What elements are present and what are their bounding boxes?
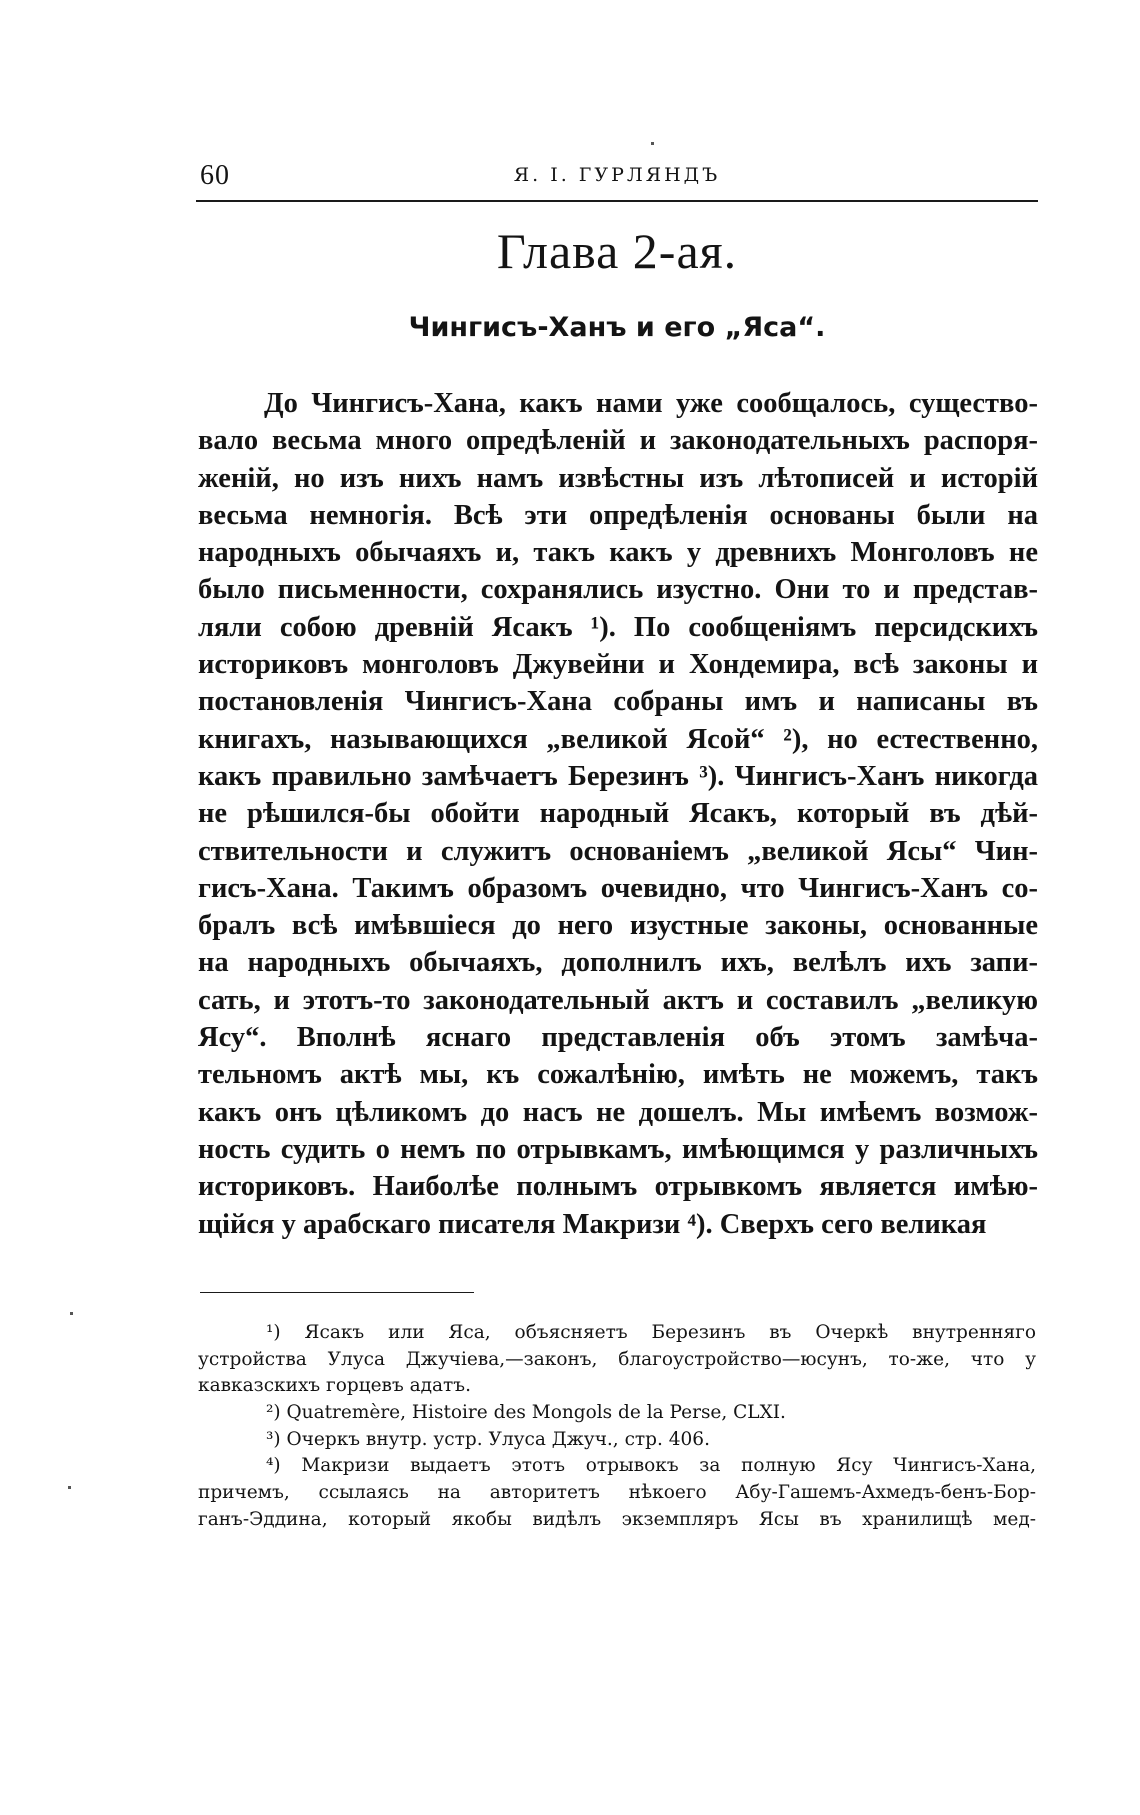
body-line: весьма немногія. Всѣ эти опредѣленія основаны были на bbox=[198, 499, 1038, 531]
running-title-author: Я. I. ГУРЛЯНДЪ bbox=[513, 164, 721, 186]
body-line: ствительности и служитъ основаніемъ „великой Ясы“ Чин- bbox=[198, 835, 1038, 867]
body-line: книгахъ, называющихся „великой Ясой“ ²), но естественно, bbox=[198, 723, 1038, 755]
body-line: какъ онъ цѣликомъ до насъ не дошелъ. Мы имѣемъ возмож- bbox=[198, 1096, 1038, 1128]
body-paragraph bbox=[198, 385, 1038, 1243]
body-line: вало весьма много опредѣленій и законодательныхъ распоря- bbox=[198, 425, 1038, 457]
body-line: ность судить о немъ по отрывкамъ, имѣющимся у различныхъ bbox=[198, 1133, 1038, 1165]
chapter-title: Глава 2-ая. bbox=[496, 223, 738, 279]
body-line: До Чингисъ-Хана, какъ нами уже сообщалось, существо- bbox=[264, 388, 1038, 419]
body-line: женій, но изъ нихъ намъ извѣстны изъ лѣтописей и исторій bbox=[198, 462, 1038, 494]
scan-speck bbox=[651, 142, 654, 145]
body-line: народныхъ обычаяхъ и, такъ какъ у древнихъ Монголовъ не bbox=[198, 537, 1038, 569]
footnote-3: ³) Очеркъ внутр. устр. Улуса Джуч., стр. 406. bbox=[266, 1428, 710, 1450]
chapter-subtitle: Чингисъ-Ханъ и его „Яса“. bbox=[408, 312, 826, 343]
body-line: Ясу“. Вполнѣ яснаго представленія объ этомъ замѣча- bbox=[198, 1022, 1038, 1054]
body-line: не рѣшился-бы обойти народный Ясакъ, который въ дѣй- bbox=[198, 798, 1038, 830]
scan-speck bbox=[68, 1486, 71, 1489]
page-number: 60 bbox=[200, 160, 230, 191]
body-line: тельномъ актѣ мы, къ сожалѣнію, имѣть не можемъ, такъ bbox=[198, 1059, 1038, 1091]
body-line: щійся у арабскаго писателя Макризи ⁴). Сверхъ сего великая bbox=[198, 1208, 987, 1240]
header-rule bbox=[196, 200, 1038, 202]
body-line: постановленія Чингисъ-Хана собраны имъ и написаны въ bbox=[198, 686, 1038, 718]
body-line: какъ правильно замѣчаетъ Березинъ ³). Чингисъ-Ханъ никогда bbox=[198, 760, 1038, 792]
footnote-2: ²) Quatremère, Histoire des Mongols de la Perse, CLXI. bbox=[266, 1402, 786, 1424]
footnote-1-line: устройства Улуса Джучіева,—законъ, благоустройство—юсунъ, то-же, что у bbox=[198, 1348, 1036, 1370]
footnote-4-line: ганъ-Эддина, который якобы видѣлъ экземпляръ Ясы въ хранилищѣ мед- bbox=[198, 1508, 1036, 1530]
scan-speck bbox=[70, 1312, 73, 1315]
running-head bbox=[196, 160, 1038, 200]
footnote-separator bbox=[200, 1292, 474, 1293]
body-line: сать, и этотъ-то законодательный актъ и составилъ „великую bbox=[198, 984, 1038, 1016]
footnote-4-line: причемъ, ссылаясь на авторитетъ нѣкоего Абу-Гашемъ-Ахмедъ-бенъ-Бор- bbox=[198, 1482, 1036, 1504]
body-line: на народныхъ обычаяхъ, дополнилъ ихъ, велѣлъ ихъ запи- bbox=[198, 947, 1038, 979]
footnote-1-line: кавказскихъ горцевъ адатъ. bbox=[198, 1375, 471, 1397]
body-line: историковъ монголовъ Джувейни и Хондемира, всѣ законы и bbox=[198, 649, 1038, 681]
footnote-4-line: ⁴) Макризи выдаетъ этотъ отрывокъ за полную Ясу Чингисъ-Хана, bbox=[266, 1455, 1036, 1477]
body-line: бралъ всѣ имѣвшіеся до него изустные законы, основанные bbox=[198, 910, 1038, 942]
body-line: гисъ-Хана. Такимъ образомъ очевидно, что Чингисъ-Ханъ со- bbox=[198, 872, 1038, 904]
footnotes bbox=[198, 1320, 1036, 1534]
body-line: ляли собою древній Ясакъ ¹). По сообщеніямъ персидскихъ bbox=[198, 611, 1038, 643]
footnote-1-line: ¹) Ясакъ или Яса, объясняетъ Березинъ въ Очеркѣ внутренняго bbox=[266, 1322, 1036, 1343]
body-line: историковъ. Наиболѣе полнымъ отрывкомъ является имѣю- bbox=[198, 1171, 1038, 1203]
body-line: было письменности, сохранялись изустно. Они то и представ- bbox=[198, 574, 1038, 606]
